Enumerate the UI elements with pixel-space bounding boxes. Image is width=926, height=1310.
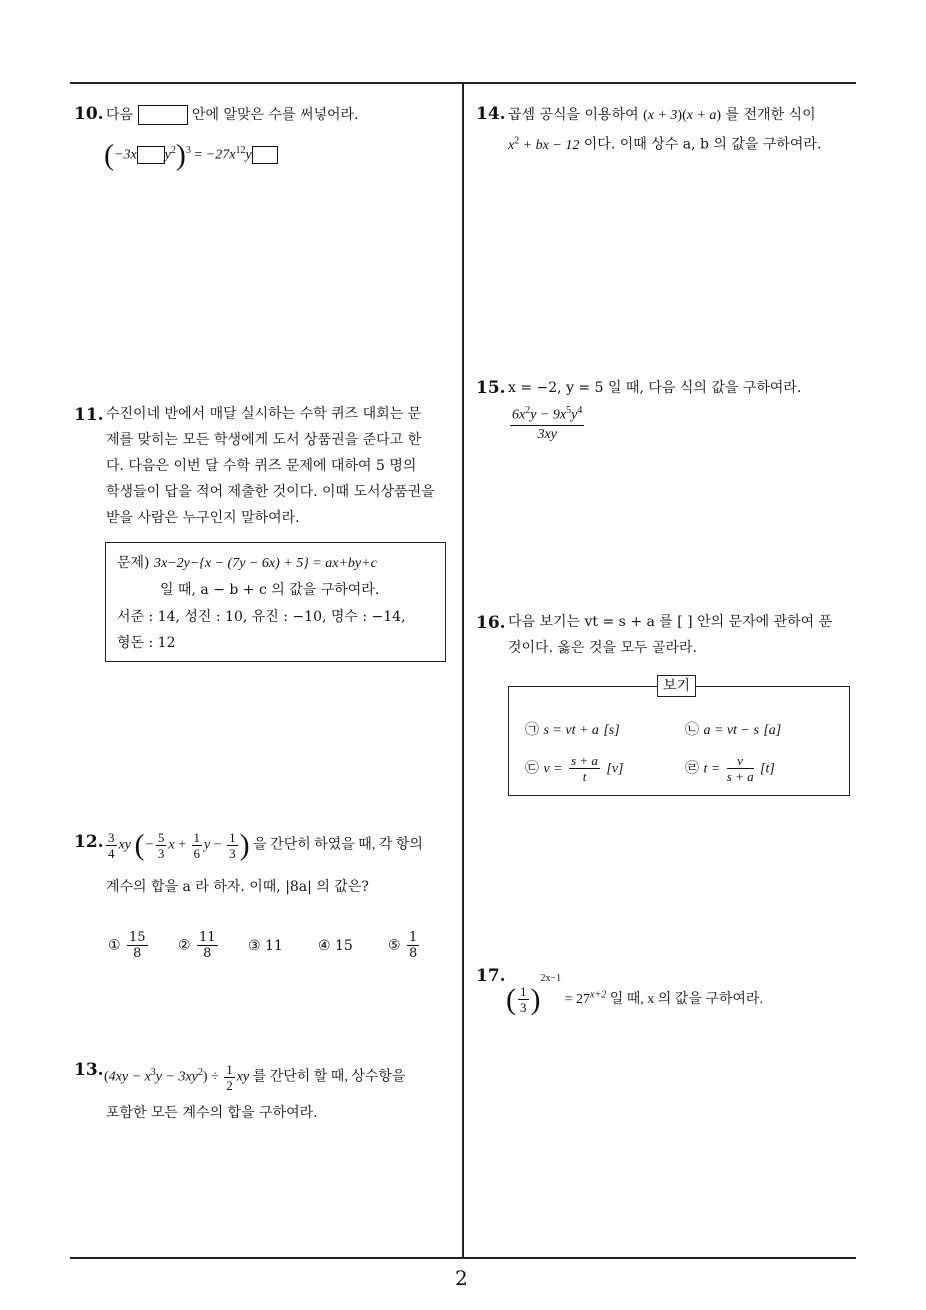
- question-16-text-line1: 다음 보기는 vt = s + a 를 [ ] 안의 문자에 관하여 푼: [508, 614, 833, 630]
- answer-blank-box[interactable]: [138, 105, 188, 125]
- choice-5[interactable]: ⑤ $\frac{1}{8}$: [388, 930, 418, 961]
- bogi-box: [508, 678, 850, 796]
- question-15-text: x = −2, y = 5 일 때, 다음 식의 값을 구하여라.: [508, 380, 802, 396]
- question-17-expression: ( $\frac{1}{3}$ )$^{2x-1} = 27^{x+2}$ 일 때, x 의 값을 구하여라.: [506, 973, 763, 1016]
- question-16-number: 16.: [476, 613, 506, 633]
- question-11-number: 11.: [74, 405, 104, 425]
- question-15-fraction: $\frac{6x^2y - 9x^5y^4}{3xy}$: [508, 402, 586, 444]
- page-number: 2: [455, 1266, 468, 1290]
- question-14-number: 14.: [476, 104, 506, 124]
- question-11-text: 수진이네 반에서 매달 실시하는 수학 퀴즈 대회는 문 제를 맞히는 모든 학생에게 도서 상품권을 준다고 한 다. 다음은 이번 달 수학 퀴즈 문제에 대하여 5 명의 학생들이 답을 적어 제출한 것이다. 이때 도서상품권을 받을 사람은 누구인지 말하여라.: [106, 406, 435, 526]
- question-13-expression: $(4xy - x^3y - 3xy^2)$ ÷ $\frac{1}{2}$ xy 를 간단히 할 때, 상수항을: [104, 1061, 406, 1093]
- bogi-item-1[interactable]: ㉠ s = vt + a [s]: [525, 722, 620, 738]
- question-14-text-line1: 곱셈 공식을 이용하여 (x + 3)(x + a) 를 전개한 식이: [508, 107, 816, 123]
- question-13-text: 포함한 모든 계수의 합을 구하여라.: [106, 1105, 318, 1121]
- question-12-text: 계수의 합을 a 라 하자. 이때, |8a| 의 값은?: [106, 879, 369, 895]
- bogi-label: 보기: [657, 675, 696, 697]
- question-15-number: 15.: [476, 378, 506, 398]
- question-16-text-line2: 것이다. 옳은 것을 모두 골라라.: [508, 640, 697, 656]
- exponent-blank-1[interactable]: [137, 146, 165, 164]
- exponent-blank-2[interactable]: [252, 146, 278, 164]
- question-12-number: 12.: [74, 832, 104, 852]
- choice-2[interactable]: ② $\frac{11}{8}$: [178, 930, 216, 961]
- bogi-item-4[interactable]: ㉣ t = $\frac{v}{s + a}$ [t]: [685, 753, 775, 784]
- column-divider: [462, 82, 464, 1258]
- question-14-text-line2: $x^2$ + bx − 12 이다. 이때 상수 a, b 의 값을 구하여라.: [508, 135, 822, 153]
- bogi-item-2[interactable]: ㉡ a = vt − s [a]: [685, 722, 782, 738]
- question-10-text: 다음 안에 알맞은 수를 써넣어라.: [106, 107, 359, 123]
- question-17-number: 17.: [476, 966, 506, 986]
- question-13-number: 13.: [74, 1060, 104, 1080]
- choice-3[interactable]: ③ 11: [248, 938, 283, 954]
- choice-1[interactable]: ① $\frac{15}{8}$: [108, 930, 146, 961]
- choice-4[interactable]: ④ 15: [318, 938, 353, 954]
- bottom-rule: [70, 1257, 856, 1259]
- question-12-expression: $\frac{3}{4}$ xy (− $\frac{5}{3}$ x + $\frac{1}{6}$ y − $\frac{1}{3}$ ) 을 간단히 하였을 때, 각 항의: [108, 828, 423, 862]
- question-11-problem-box: 문제) 3x−2y−{x − (7y − 6x) + 5} = ax+by+c 일 때, a − b + c 의 값을 구하여라. 서준 : 14, 성진 : 10, 유진 : −10, 명수 : −14, 형돈 : 12: [105, 542, 446, 662]
- question-10-number: 10.: [74, 104, 104, 124]
- bogi-item-3[interactable]: ㉢ v = $\frac{s + a}{t}$ [v]: [525, 753, 624, 784]
- question-10-equation: (−3x $y^2)^3 = -27x^{12}y$: [104, 138, 278, 170]
